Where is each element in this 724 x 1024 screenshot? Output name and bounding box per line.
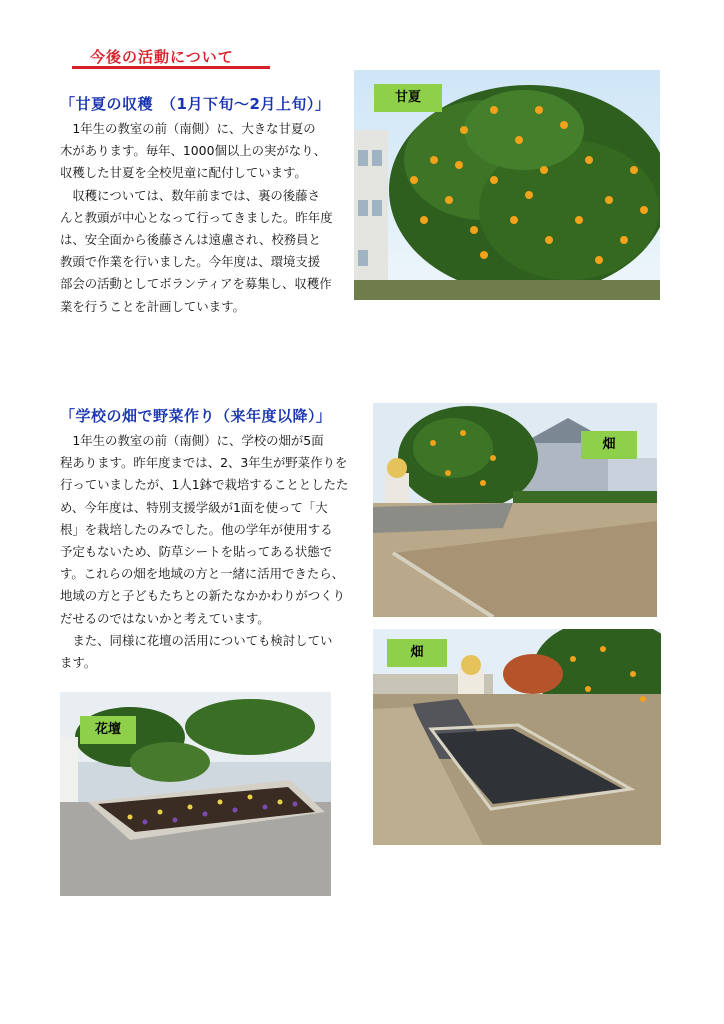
photo-field-1 [373, 403, 657, 617]
section-body-vegetable-field [60, 430, 348, 674]
photo-label-flowerbed: 花壇 [80, 716, 136, 744]
body-line: だせるのではないかと考えています。 [60, 610, 270, 626]
body-line: 収穫については、数年前までは、裏の後藤さ [60, 187, 320, 203]
body-line: 部会の活動としてボランティアを募集し、収穫作 [60, 276, 332, 292]
body-line: 地域の方と子どもたちとの新たなかかわりがつくり [60, 588, 345, 604]
section-body-amanatsu [60, 118, 333, 318]
body-line: 1年生の教室の前（南側）に、学校の畑が5面 [60, 433, 324, 448]
photo-amanatsu-tree [354, 70, 660, 300]
photo-label-field-1: 畑 [581, 431, 637, 459]
body-line: 木があります。毎年、1000個以上の実がなり、 [60, 143, 326, 159]
photo-label-field-2: 畑 [387, 639, 447, 667]
body-line: 1年生の教室の前（南側）に、大きな甘夏の [60, 121, 316, 136]
body-line: 根」を栽培したのみでした。他の学年が使用する [60, 521, 333, 537]
photo-label-amanatsu: 甘夏 [374, 84, 442, 112]
body-line: め、今年度は、特別支援学級が1面を使って「大 [60, 499, 328, 515]
page-title: 今後の活動について [90, 48, 234, 66]
body-line: 行っていましたが、1人1鉢で栽培することとしたた [60, 477, 349, 493]
body-line: ます。 [60, 655, 97, 671]
section-heading-vegetable-field: 「学校の畑で野菜作り（来年度以降）」 [60, 407, 332, 425]
body-line: す。これらの畑を地域の方と一緒に活用できたら、 [60, 566, 344, 582]
body-line: 業を行うことを計画しています。 [60, 298, 245, 314]
photo-flowerbed [60, 692, 331, 896]
body-line: また、同様に花壇の活用についても検討してい [60, 632, 333, 648]
body-line: 程あります。昨年度までは、2、3年生が野菜作りを [60, 455, 348, 471]
title-underline [72, 66, 270, 69]
photo-field-2 [373, 629, 661, 845]
body-line: 予定もないため、防草シートを貼ってある状態で [60, 544, 333, 560]
section-heading-amanatsu: 「甘夏の収穫 （1月下旬～2月上旬）」 [60, 95, 331, 113]
body-line: んと教頭が中心となって行ってきました。昨年度 [60, 209, 333, 225]
body-line: 収穫した甘夏を全校児童に配付しています。 [60, 165, 307, 181]
body-line: は、安全面から後藤さんは遠慮され、校務員と [60, 232, 321, 248]
body-line: 教頭で作業を行いました。今年度は、環境支援 [60, 254, 321, 270]
